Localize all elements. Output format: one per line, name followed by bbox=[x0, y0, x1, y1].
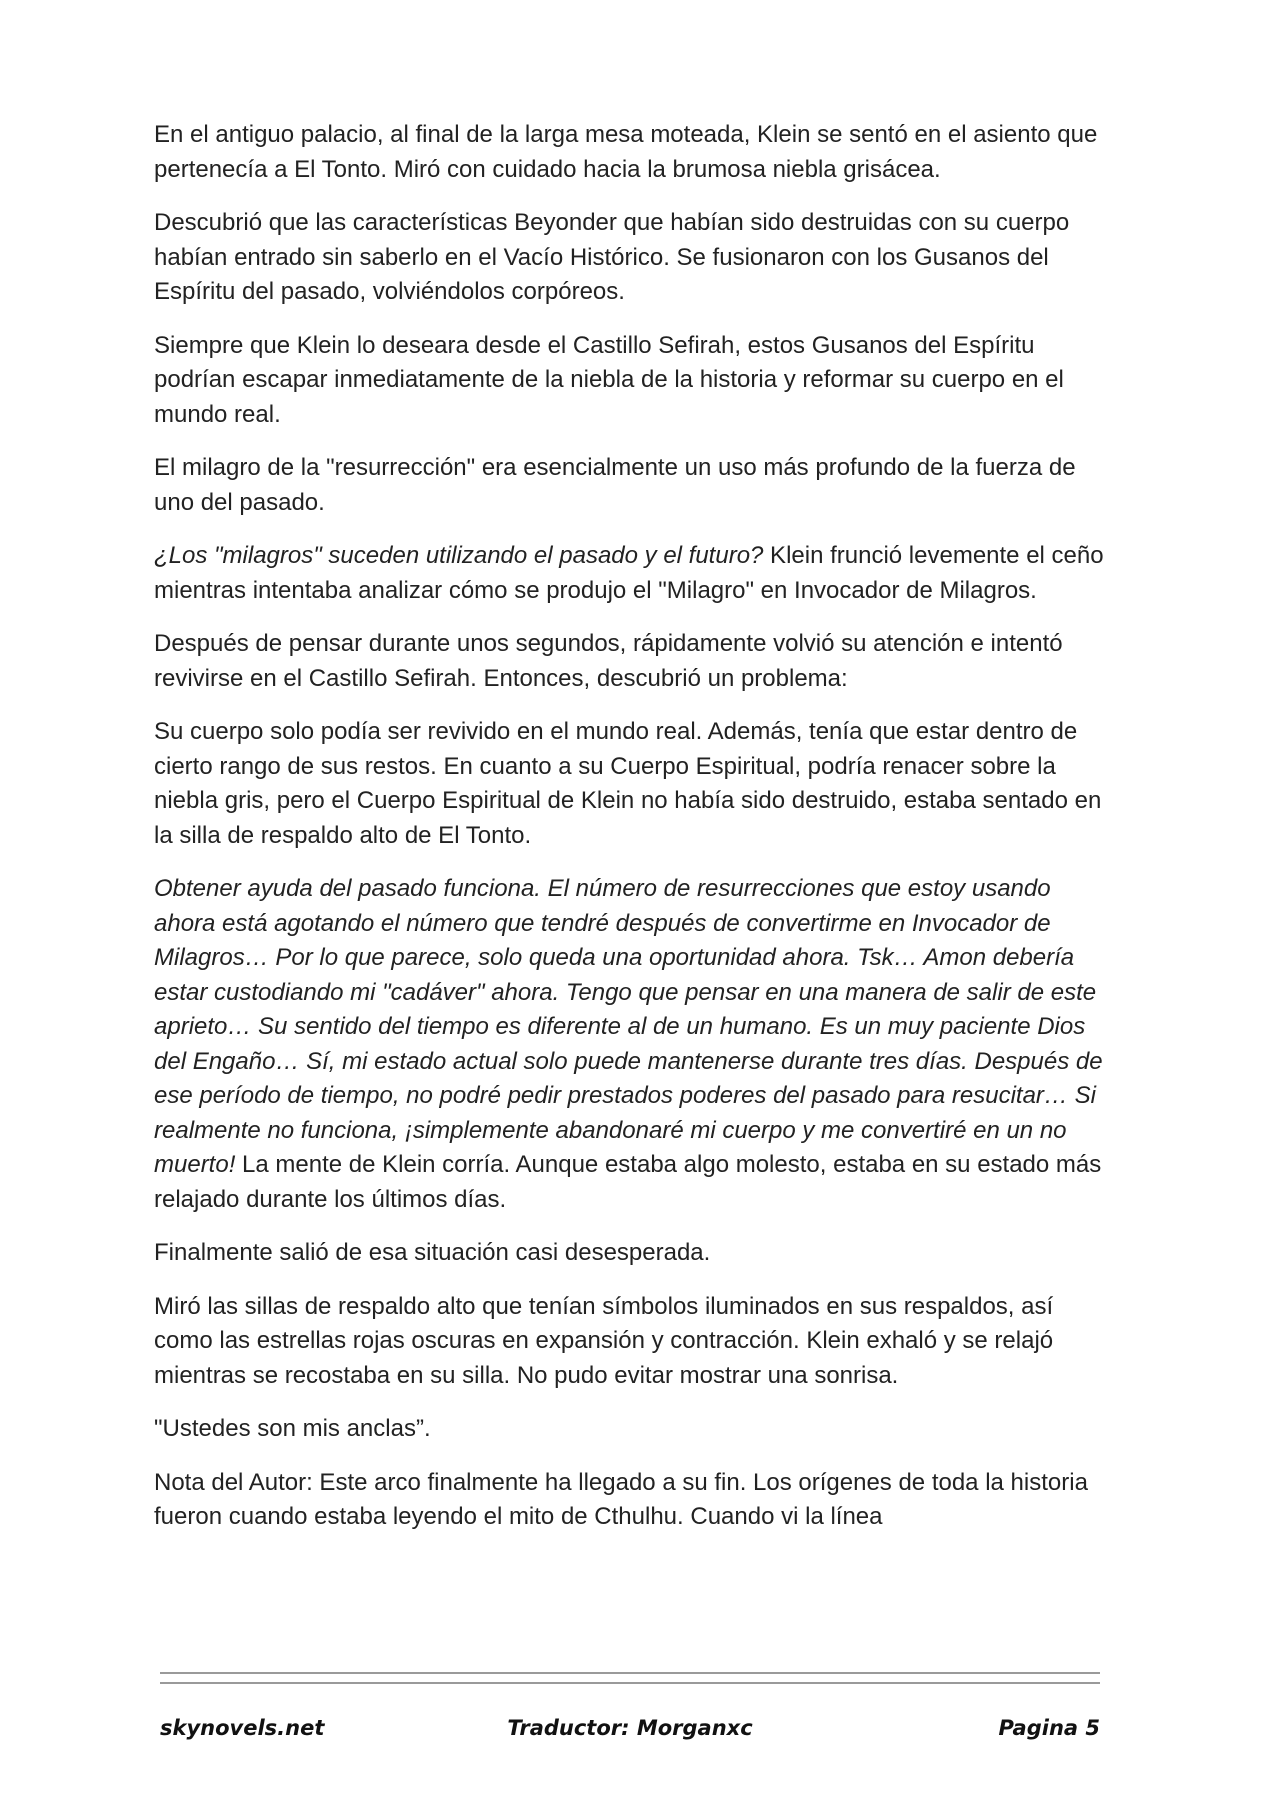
paragraph bbox=[154, 1236, 1114, 1271]
paragraph bbox=[154, 1412, 1114, 1447]
paragraph-text: "Ustedes son mis anclas”. bbox=[154, 1415, 431, 1442]
paragraph-text: Su cuerpo solo podía ser revivido en el mundo real. Además, tenía que estar dentro de cierto rango de sus restos. En cuanto a su Cuerpo Espiritual, podría renacer sobre la niebla gris, pero el Cuerpo Espiritual de Klein no había sido destruido, estaba sentado en la silla de respaldo alto de El Tonto. bbox=[154, 718, 1102, 849]
paragraph-text: El milagro de la "resurrección" era esencialmente un uso más profundo de la fuerza de uno del pasado. bbox=[154, 454, 1076, 516]
paragraph bbox=[154, 872, 1114, 1217]
paragraph bbox=[154, 1466, 1114, 1535]
paragraph-text: Descubrió que las características Beyonder que habían sido destruidas con su cuerpo habían entrado sin saberlo en el Vacío Histórico. Se fusionaron con los Gusanos del Espíritu del pasado, volviéndolos corpóreos. bbox=[154, 209, 1070, 305]
paragraph-text: La mente de Klein corría. Aunque estaba algo molesto, estaba en su estado más relajado durante los últimos días. bbox=[154, 1151, 1102, 1213]
paragraph bbox=[154, 627, 1114, 696]
paragraph bbox=[154, 539, 1114, 608]
paragraph-italic-text: ¿Los "milagros" suceden utilizando el pasado y el futuro? bbox=[154, 542, 764, 569]
paragraph bbox=[154, 118, 1114, 187]
footer-site: skynovels.net bbox=[160, 1716, 325, 1740]
document-body bbox=[154, 118, 1114, 1554]
paragraph-text: Nota del Autor: Este arco finalmente ha llegado a su fin. Los orígenes de toda la historia fueron cuando estaba leyendo el mito de Cthulhu. Cuando vi la línea bbox=[154, 1468, 1088, 1530]
paragraph bbox=[154, 1290, 1114, 1394]
footer-divider-bottom bbox=[160, 1682, 1100, 1684]
paragraph bbox=[154, 329, 1114, 433]
paragraph bbox=[154, 451, 1114, 520]
paragraph-text: Después de pensar durante unos segundos, rápidamente volvió su atención e intentó revivirse en el Castillo Sefirah. Entonces, descubrió un problema: bbox=[154, 630, 1063, 692]
paragraph-text: Miró las sillas de respaldo alto que tenían símbolos iluminados en sus respaldos, así como las estrellas rojas oscuras en expansión y contracción. Klein exhaló y se relajó mientras se recostaba en su silla. No pudo evitar mostrar una sonrisa. bbox=[154, 1292, 1054, 1389]
paragraph-text: Klein frunció levemente el ceño mientras intentaba analizar cómo se produjo el "Milagro" en Invocador de Milagros. bbox=[154, 542, 1104, 604]
footer-translator: Traductor: Morganxc bbox=[507, 1716, 753, 1740]
paragraph-text: Finalmente salió de esa situación casi desesperada. bbox=[154, 1239, 711, 1266]
paragraph bbox=[154, 206, 1114, 310]
paragraph-italic-text: Obtener ayuda del pasado funciona. El número de resurrecciones que estoy usando ahora está agotando el número que tendré después de convertirme en Invocador de Milagros… Por lo que parece, solo queda una oportunidad ahora. Tsk… Amon debería estar custodiando mi "cadáver" ahora. Tengo que pensar en una manera de salir de este aprieto… Su sentido del tiempo es diferente al de un humano. Es un muy paciente Dios del Engaño… Sí, mi estado actual solo puede mantenerse durante tres días. Después de ese período de tiempo, no podré pedir prestados poderes del pasado para resucitar… Si realmente no funciona, ¡simplemente abandonaré mi cuerpo y me convertiré en un no muerto! bbox=[154, 875, 1103, 1178]
footer-page-number: Pagina 5 bbox=[998, 1716, 1100, 1740]
footer-divider-top bbox=[160, 1672, 1100, 1674]
paragraph-text: Siempre que Klein lo deseara desde el Castillo Sefirah, estos Gusanos del Espíritu podrían escapar inmediatamente de la niebla de la historia y reformar su cuerpo en el mundo real. bbox=[154, 331, 1064, 428]
paragraph bbox=[154, 715, 1114, 853]
page-footer bbox=[160, 1716, 1100, 1746]
paragraph-text: En el antiguo palacio, al final de la larga mesa moteada, Klein se sentó en el asiento que pertenecía a El Tonto. Miró con cuidado hacia la brumosa niebla grisácea. bbox=[154, 121, 1098, 183]
